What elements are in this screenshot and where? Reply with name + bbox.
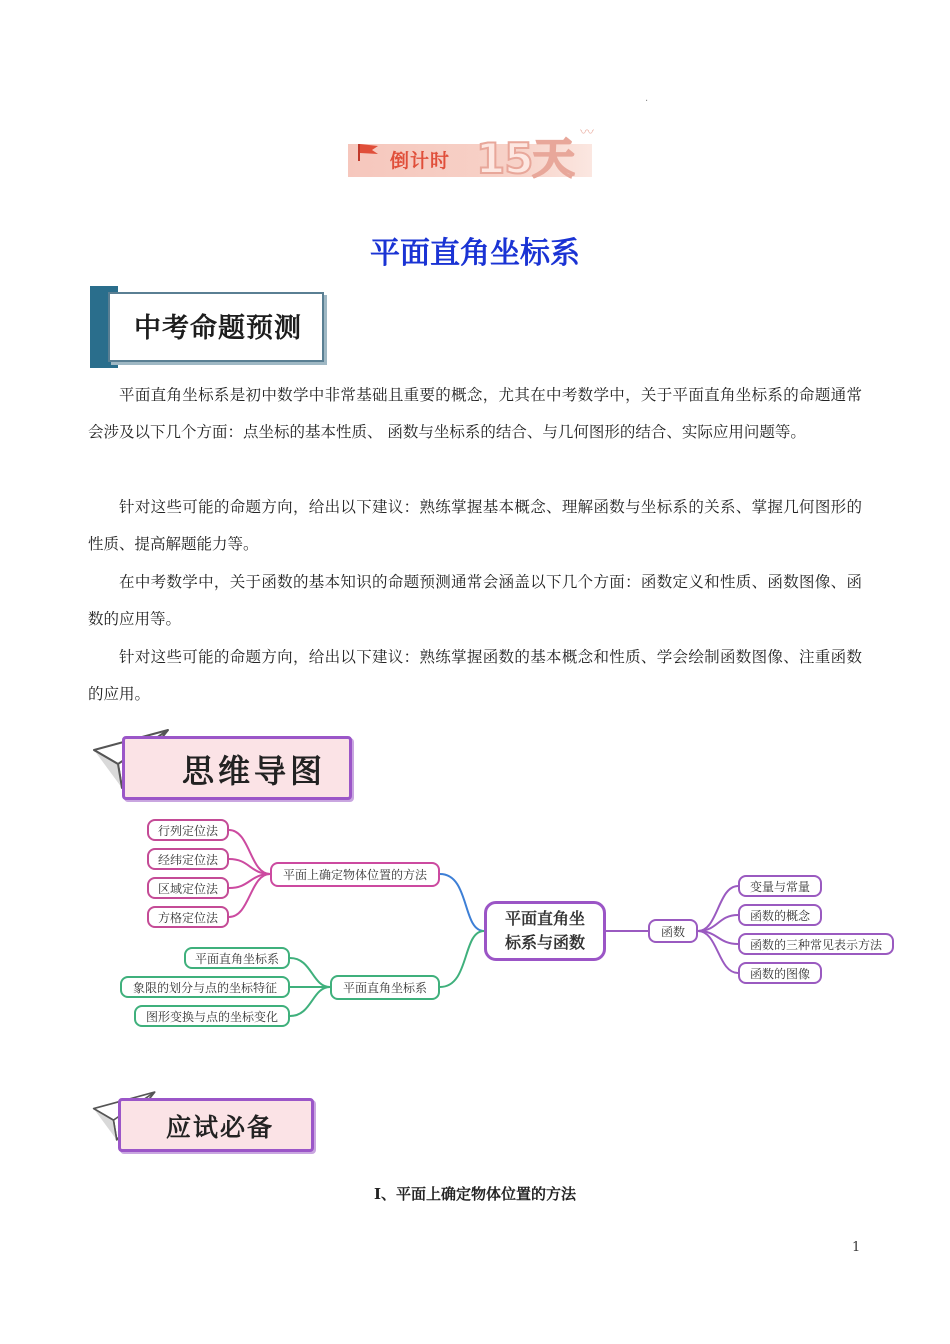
paragraph-4: 针对这些可能的命题方向，给出以下建议：熟练掌握函数的基本概念和性质、学会绘制函数图像、注重函数的应用。: [88, 648, 862, 703]
countdown-banner: [348, 122, 594, 183]
page-number: 1: [852, 1240, 861, 1255]
paragraph-2: 针对这些可能的命题方向，给出以下建议：熟练掌握基本概念、理解函数与坐标系的关系、掌握几何图形的性质、提高解题能力等。: [88, 498, 862, 553]
mindmap-node-position-methods: 平面上确定物体位置的方法: [270, 862, 440, 887]
swirl-decoration: 〰: [580, 125, 594, 141]
mindmap-center-node: 平面直角坐标系与函数: [484, 901, 606, 961]
section-title: 思维导图: [182, 752, 327, 790]
paragraph-1: 平面直角坐标系是初中数学中非常基础且重要的概念，尤其在中考数学中，关于平面直角坐标系的命题通常会涉及以下几个方面：点坐标的基本性质、 函数与坐标系的结合、与几何图形的结合、实际应用问题等。: [88, 386, 862, 441]
section-header-mindmap: [92, 728, 354, 802]
mindmap-node-coordinate: 平面直角坐标系: [330, 975, 440, 1000]
countdown-label: 倒计时: [390, 150, 451, 172]
mindmap-node-variables: 变量与常量: [738, 875, 822, 897]
subheading: Ⅰ、平面上确定物体位置的方法: [373, 1185, 577, 1203]
mindmap-node-concept: 函数的概念: [738, 904, 822, 926]
paragraph-3: 在中考数学中，关于函数的基本知识的命题预测通常会涵盖以下几个方面：函数定义和性质、函数图像、函数的应用等。: [88, 573, 862, 628]
mindmap-node-region: 区域定位法: [147, 877, 229, 899]
section-title: 中考命题预测: [134, 313, 302, 344]
countdown-number: 15天: [476, 134, 574, 183]
mindmap-node-latlong: 经纬定位法: [147, 848, 229, 870]
mindmap-node-transformations: 图形变换与点的坐标变化: [134, 1005, 290, 1027]
flag-icon: [356, 142, 380, 162]
section-header-exam: [92, 1090, 314, 1154]
mind-map: [0, 810, 950, 1040]
mindmap-node-representations: 函数的三种常见表示方法: [738, 933, 894, 955]
mindmap-node-function: 函数: [648, 919, 698, 943]
section-header-prediction: [90, 286, 323, 368]
mindmap-node-rowcol: 行列定位法: [147, 819, 229, 841]
mindmap-node-graph: 函数的图像: [738, 962, 822, 984]
dot-mark: ·: [645, 96, 649, 107]
mindmap-node-grid: 方格定位法: [147, 906, 229, 928]
section-title: 应试必备: [166, 1113, 275, 1142]
mindmap-node-quadrants: 象限的划分与点的坐标特征: [120, 976, 290, 998]
mindmap-node-coord-system: 平面直角坐标系: [184, 947, 290, 969]
page-title: 平面直角坐标系: [370, 236, 580, 271]
